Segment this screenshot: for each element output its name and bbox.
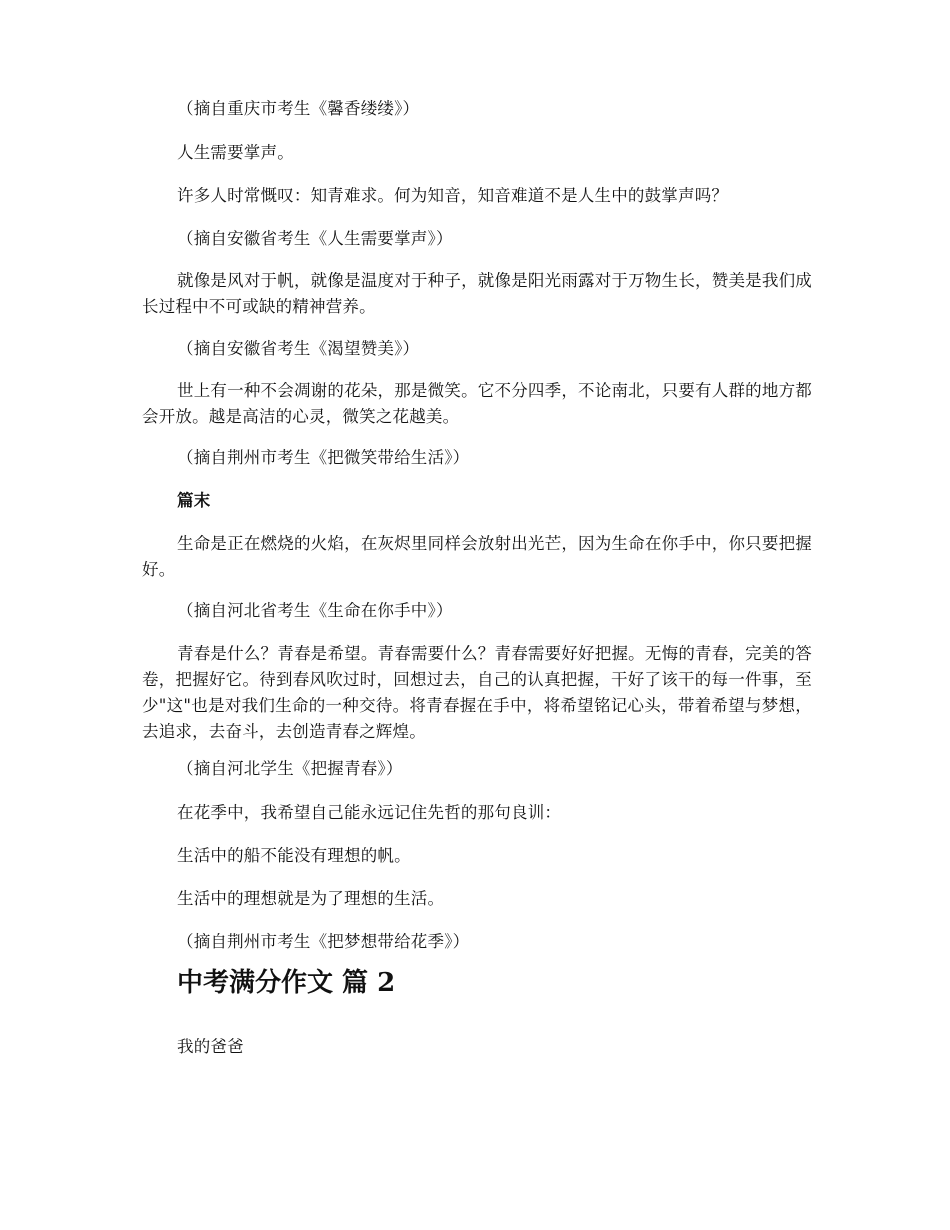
citation-anhui-praise: （摘自安徽省考生《渴望赞美》）	[177, 339, 420, 358]
paragraph-zhiyin: 许多人时常慨叹：知青难求。何为知音，知音难道不是人生中的鼓掌声吗？	[177, 186, 729, 205]
citation-chongqing: （摘自重庆市考生《馨香缕缕》）	[177, 99, 420, 118]
citation-hebei-youth: （摘自河北学生《把握青春》）	[177, 759, 403, 778]
paragraph-smile: 世上有一种不会凋谢的花朵，那是微笑。它不分四季，不论南北，只要有人群的地方都会开放。越是高洁的心灵，微笑之花越美。	[142, 381, 812, 426]
citation-jingzhou-dream: （摘自荆州市考生《把梦想带给花季》）	[177, 932, 470, 951]
paragraph-life-flame: 生命是正在燃烧的火焰，在灰烬里同样会放射出光芒，因为生命在你手中，你只要把握好。	[142, 534, 812, 579]
section-heading: 中考满分作文 篇 2	[177, 968, 396, 998]
section-label-ending: 篇末	[177, 491, 211, 510]
paragraph-applause: 人生需要掌声。	[177, 143, 294, 162]
paragraph-boat: 生活中的船不能没有理想的帆。	[177, 846, 411, 865]
citation-jingzhou-smile: （摘自荆州市考生《把微笑带给生活》）	[177, 448, 470, 467]
paragraph-praise: 就像是风对于帆，就像是温度对于种子，就像是阳光雨露对于万物生长，赞美是我们成长过程中不可或缺的精神营养。	[142, 271, 812, 316]
citation-anhui-applause: （摘自安徽省考生《人生需要掌声》）	[177, 229, 453, 248]
citation-hebei-life: （摘自河北省考生《生命在你手中》）	[177, 601, 453, 620]
paragraph-youth: 青春是什么？青春是希望。青春需要什么？青春需要好好把握。无悔的青春，完美的答卷，把握好它。待到春风吹过时，回想过去，自己的认真把握，干好了该干的每一件事，至少"这"也是对我们生命的一种交待。将青春握在手中，将希望铭记心头，带着希望与梦想，去追求，去奋斗，去创造青春之辉煌。	[142, 644, 812, 741]
paragraph-ideal: 生活中的理想就是为了理想的生活。	[177, 889, 445, 908]
paragraph-huaji: 在花季中，我希望自己能永远记住先哲的那句良训：	[177, 803, 562, 822]
essay-subtitle: 我的爸爸	[177, 1037, 244, 1056]
